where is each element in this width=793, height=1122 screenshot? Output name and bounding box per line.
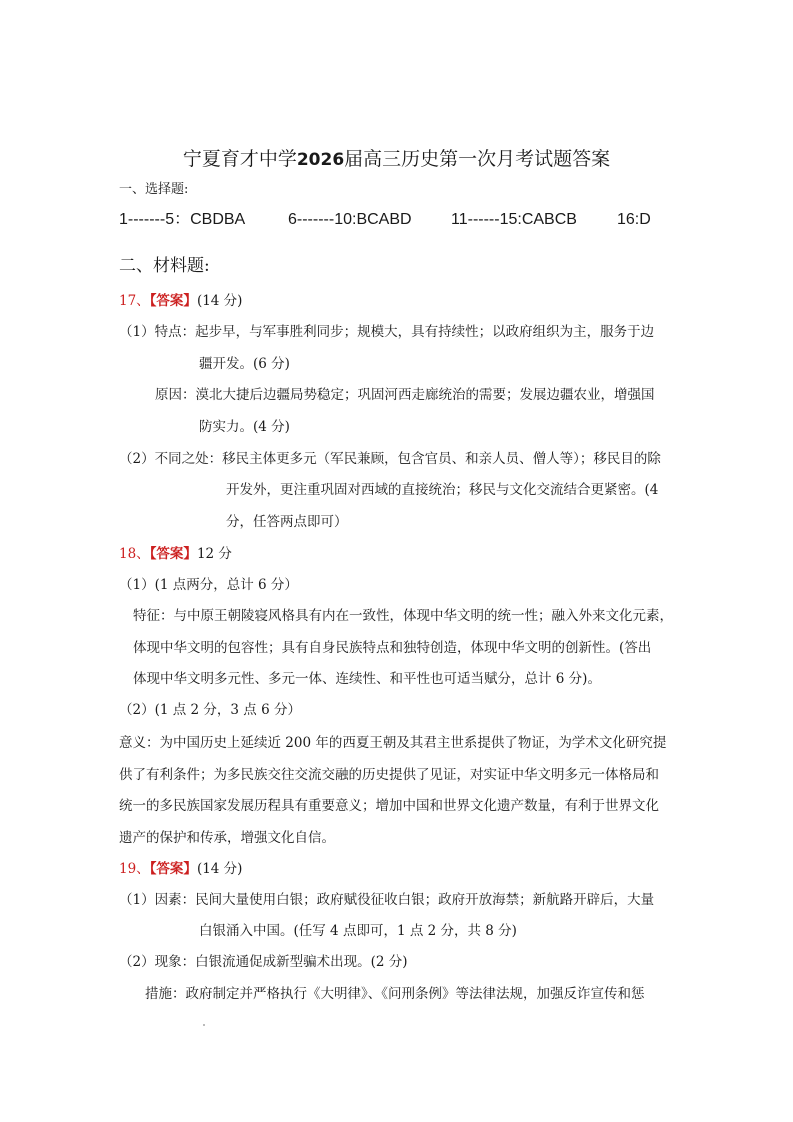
q18-line: （1）(1 点两分，总计 6 分）	[119, 577, 298, 593]
q19-number: 19、	[119, 861, 150, 877]
q17-line: 防实力。(4 分)	[199, 419, 290, 435]
mc-answers-6-10: 6-------10:BCABD	[288, 211, 412, 228]
title-prefix: 宁夏育才中学	[182, 148, 297, 170]
section2-heading: 二、材料题:	[119, 256, 210, 276]
q18-score: 12 分	[196, 546, 232, 562]
q18-line: 特征：与中原王朝陵寝风格具有内在一致性，体现中华文明的统一性；融入外来文化元素，	[133, 608, 673, 624]
mc-answers-16: 16:D	[617, 211, 651, 228]
q18-line: 供了有利条件；为多民族交往交流交融的历史提供了见证，对实证中华文明多元一体格局和	[119, 767, 659, 783]
q18-number: 18、	[119, 546, 150, 562]
q19-answer-tag: 【答案】	[149, 861, 197, 877]
q19-line: 措施：政府制定并严格执行《大明律》、《问刑条例》等法律法规，加强反诈宣传和惩	[145, 986, 645, 1002]
q18-line: 体现中华文明的包容性；具有自身民族特点和独特创造，体现中华文明的创新性。(答出	[133, 640, 652, 656]
q18-line: 意义：为中国历史上延续近 200 年的西夏王朝及其君主世系提供了物证，为学术文化研究提	[119, 735, 667, 751]
section1-heading: 一、选择题:	[119, 182, 189, 197]
q18-answer-tag: 【答案】	[149, 546, 197, 562]
q17-line: 原因：漠北大捷后边疆局势稳定；巩固河西走廊统治的需要；发展边疆农业，增强国	[155, 387, 655, 403]
q17-line: 疆开发。(6 分)	[199, 356, 290, 372]
q19-line: （2）现象：白银流通促成新型骗术出现。(2 分)	[119, 954, 408, 970]
q17-answer-tag: 【答案】	[149, 293, 197, 309]
q17-score: (14 分)	[196, 293, 243, 309]
q17-line: （1）特点：起步早，与军事胜利同步；规模大，具有持续性；以政府组织为主，服务于边	[119, 324, 655, 340]
mc-answers-11-15: 11------15:CABCB	[451, 211, 577, 228]
q17-line: （2）不同之处：移民主体更多元（军民兼顾，包含官员、和亲人员、僧人等）；移民目的除	[119, 451, 661, 467]
q19-header	[119, 860, 242, 878]
q19-score: (14 分)	[196, 861, 243, 877]
q19-line: 白银涌入中国。(任写 4 点即可，1 点 2 分，共 8 分)	[199, 923, 517, 939]
q17-number: 17、	[119, 293, 150, 309]
q19-line: （1）因素：民间大量使用白银；政府赋役征收白银；政府开放海禁；新航路开辟后，大量	[119, 892, 655, 908]
q17-line: 开发外，更注重巩固对西域的直接统治；移民与文化交流结合更紧密。(4	[226, 482, 659, 498]
q18-line: （2）(1 点 2 分，3 点 6 分）	[119, 702, 301, 718]
q18-line: 统一的多民族国家发展历程具有重要意义；增加中国和世界文化遗产数量，有利于世界文化	[119, 798, 659, 814]
q18-header	[119, 545, 232, 563]
q17-header	[119, 292, 242, 310]
title-suffix: 届高三历史第一次月考试题答案	[344, 148, 611, 170]
title-year: 2026	[296, 150, 345, 170]
page-title	[0, 146, 793, 173]
q17-line: 分，任答两点即可）	[226, 514, 348, 530]
mc-answers-1-5: 1-------5：CBDBA	[119, 211, 246, 228]
q18-line: 体现中华文明多元性、多元一体、连续性、和平性也可适当赋分，总计 6 分)。	[133, 671, 601, 687]
scan-speck	[203, 1024, 205, 1026]
q18-line: 遗产的保护和传承，增强文化自信。	[119, 830, 335, 846]
